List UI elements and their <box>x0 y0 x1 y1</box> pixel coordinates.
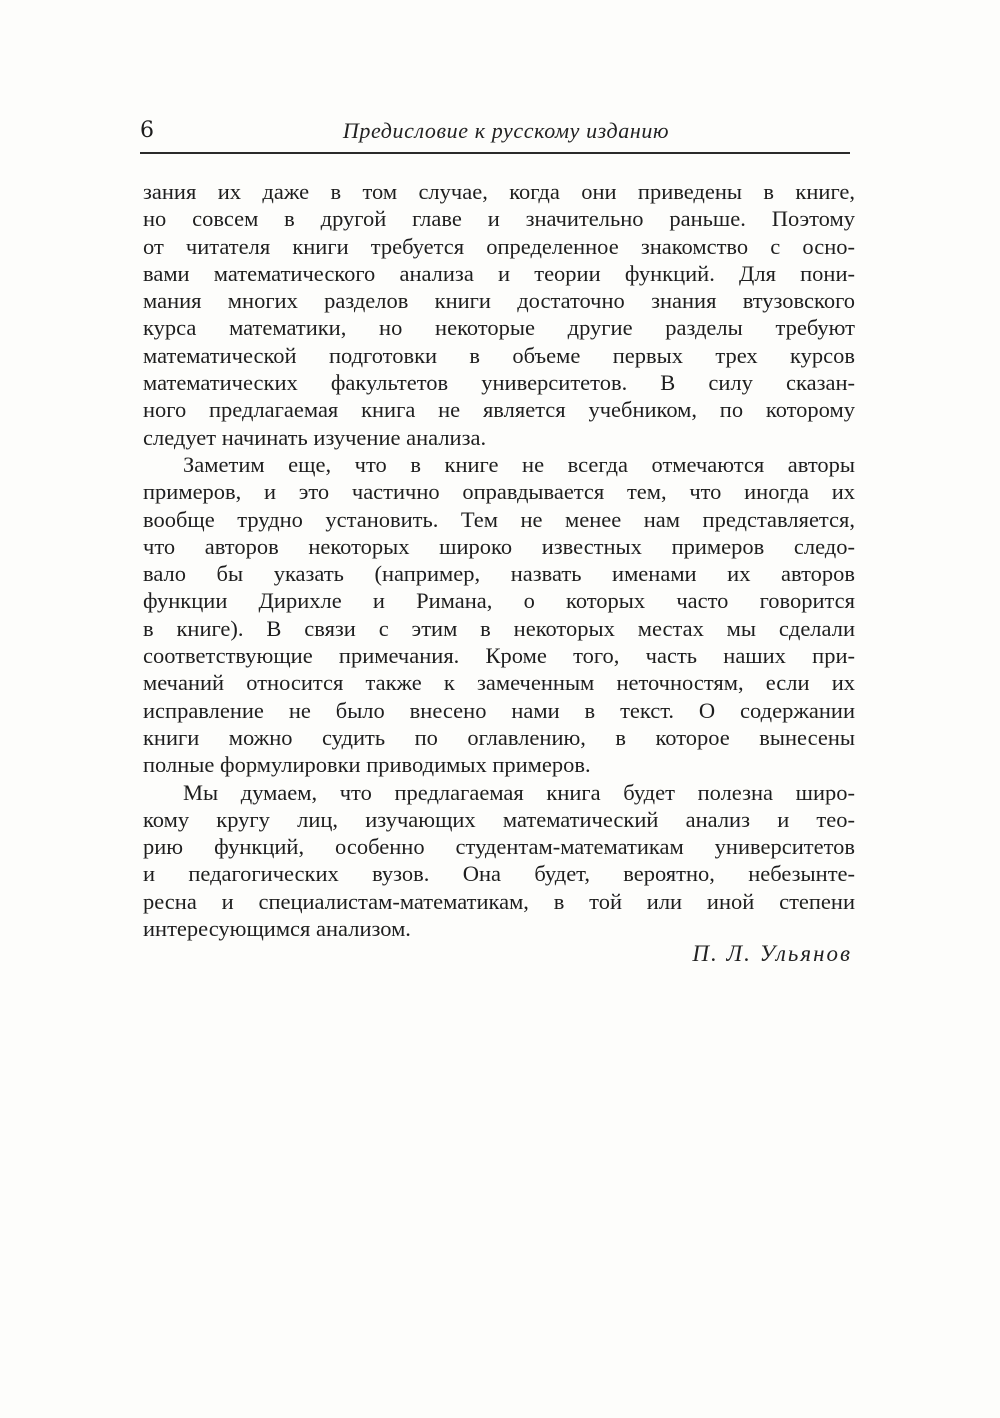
text-line: исправление не было внесено нами в текст. О содержании <box>143 697 855 723</box>
text-line: следует начинать изучение анализа. <box>143 424 487 450</box>
text-line: полные формулировки приводимых примеров. <box>143 752 591 778</box>
paragraph-2 <box>143 451 855 779</box>
paragraph-1 <box>143 178 855 451</box>
text-line: вообще трудно установить. Тем не менее нам представляется, <box>143 506 855 532</box>
text-line: математических факультетов университетов. В силу сказан- <box>143 370 855 396</box>
running-head <box>140 118 852 148</box>
running-title: Предисловие к русскому изданию <box>342 118 670 143</box>
text-line: и педагогических вузов. Она будет, вероятно, небезынте- <box>143 861 855 887</box>
text-line: вало бы указать (например, назвать именами их авторов <box>143 561 855 587</box>
text-line: ного предлагаемая книга не является учебником, по которому <box>143 397 855 423</box>
page-number: 6 <box>140 118 154 143</box>
text-line: математической подготовки в объеме первых трех курсов <box>143 342 855 368</box>
text-line: функции Дирихле и Римана, о которых часто говорится <box>143 588 855 614</box>
text-line: зания их даже в том случае, когда они приведены в книге, <box>143 179 855 204</box>
text-line: что авторов некоторых широко известных примеров следо- <box>143 533 855 559</box>
text-line: мечаний относится также к замеченным неточностям, если их <box>143 670 855 696</box>
text-line: вами математического анализа и теории функций. Для пони- <box>143 260 855 286</box>
text-line: курса математики, но некоторые другие разделы требуют <box>143 315 855 341</box>
text-line: от читателя книги требуется определенное знакомство с осно- <box>143 233 855 259</box>
text-line: в книге). В связи с этим в некоторых местах мы сделали <box>143 615 855 641</box>
body-text <box>143 178 855 942</box>
text-line: интересующимся анализом. <box>143 916 411 942</box>
text-line: ресна и специалистам-математикам, в той или иной степени <box>143 888 855 914</box>
author-signature: П. Л. Ульянов <box>692 941 852 966</box>
text-line: соответствующие примечания. Кроме того, часть наших при- <box>143 643 855 669</box>
text-line: рию функций, особенно студентам-математикам университетов <box>143 834 855 860</box>
text-line: кому кругу лиц, изучающих математический анализ и тео- <box>143 806 855 832</box>
paragraph-3 <box>143 779 855 943</box>
text-line: но совсем в другой главе и значительно раньше. Поэтому <box>143 206 855 232</box>
text-line: Мы думаем, что предлагаемая книга будет полезна широ- <box>183 779 855 805</box>
text-line: книги можно судить по оглавлению, в которое вынесены <box>143 724 855 750</box>
text-line: примеров, и это частично оправдывается тем, что иногда их <box>143 479 855 505</box>
text-line: мания многих разделов книги достаточно знания втузовского <box>143 288 855 314</box>
text-line: Заметим еще, что в книге не всегда отмечаются авторы <box>183 451 855 477</box>
header-rule <box>140 152 850 154</box>
